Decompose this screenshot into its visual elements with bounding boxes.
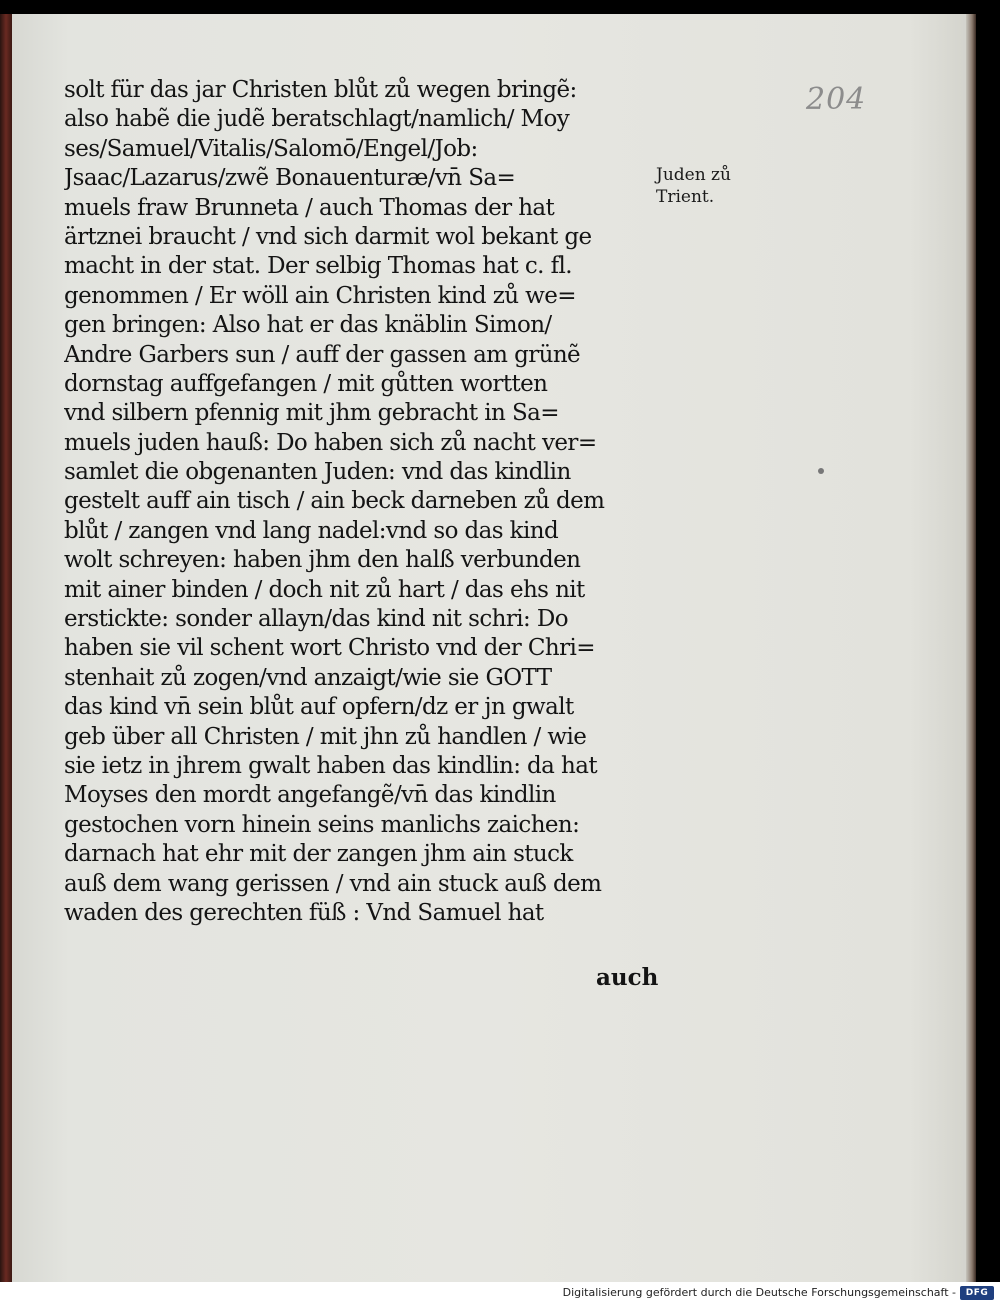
- text-line: gestochen vorn hinein seins manlichs zaichen:: [64, 811, 580, 838]
- text-line: muels juden hauß: Do haben sich zů nacht ver=: [64, 429, 597, 456]
- text-line: Jsaac/Lazarus/zwẽ Bonauenturæ/vn̄ Sa=: [64, 165, 516, 192]
- marginal-note: [656, 164, 766, 208]
- text-line: darnach hat ehr mit der zangen jhm ain stuck: [64, 841, 573, 868]
- text-line: geb über all Christen / mit jhn zů handlen / wie: [64, 723, 587, 750]
- text-line: gen bringen: Also hat er das knäblin Simon/: [64, 312, 552, 339]
- body-text: [64, 76, 654, 928]
- folio-number: 204: [806, 82, 867, 117]
- text-line: das kind vn̄ sein blůt auf opfern/dz er jn gwalt: [64, 694, 574, 721]
- page-right-edge: [966, 14, 976, 1282]
- text-line: macht in der stat. Der selbig Thomas hat c. fl.: [64, 253, 572, 280]
- book-spine-edge: [0, 14, 12, 1282]
- text-line: haben sie vil schent wort Christo vnd der Chri=: [64, 635, 595, 662]
- text-line: Moyses den mordt angefangẽ/vn̄ das kindlin: [64, 782, 556, 809]
- ink-speck: [818, 468, 824, 474]
- footer-bar: [0, 1282, 1000, 1305]
- text-line: erstickte: sonder allayn/das kind nit schri: Do: [64, 606, 568, 633]
- marginal-note-line: Juden zů: [656, 165, 731, 185]
- dfg-logo-icon: [960, 1286, 994, 1300]
- text-line: solt für das jar Christen blůt zů wegen bringẽ:: [64, 77, 577, 103]
- dfg-logo-text: DFG: [965, 1288, 989, 1298]
- text-line: mit ainer binden / doch nit zů hart / das ehs nit: [64, 576, 585, 603]
- text-line: ses/Samuel/Vitalis/Salomō/Engel/Job:: [64, 135, 478, 162]
- funding-credit: Digitalisierung gefördert durch die Deutsche Forschungsgemeinschaft -: [562, 1286, 956, 1299]
- text-line: also habẽ die judẽ beratschlagt/namlich/ Moy: [64, 106, 570, 133]
- text-line: waden des gerechten füß : Vnd Samuel hat: [64, 899, 544, 926]
- text-line: samlet die obgenanten Juden: vnd das kindlin: [64, 459, 571, 486]
- text-line: wolt schreyen: haben jhm den halß verbunden: [64, 547, 581, 574]
- text-line: auß dem wang gerissen / vnd ain stuck auß dem: [64, 870, 602, 897]
- catchword: auch: [596, 964, 659, 991]
- text-line: muels fraw Brunneta / auch Thomas der hat: [64, 194, 555, 221]
- text-line: ärtznei braucht / vnd sich darmit wol bekant ge: [64, 223, 592, 250]
- text-line: vnd silbern pfennig mit jhm gebracht in Sa=: [64, 400, 559, 427]
- text-line: Andre Garbers sun / auff der gassen am grünẽ: [64, 341, 581, 368]
- text-line: genommen / Er wöll ain Christen kind zů we=: [64, 282, 576, 309]
- text-line: stenhait zů zogen/vnd anzaigt/wie sie GOTT: [64, 664, 552, 691]
- text-line: gestelt auff ain tisch / ain beck darneben zů dem: [64, 488, 605, 515]
- text-line: sie ietz in jhrem gwalt haben das kindlin: da hat: [64, 752, 597, 779]
- marginal-note-line: Trient.: [656, 187, 715, 207]
- text-line: blůt / zangen vnd lang nadel:vnd so das kind: [64, 517, 559, 544]
- text-line: dornstag auffgefangen / mit gůtten wortten: [64, 370, 548, 397]
